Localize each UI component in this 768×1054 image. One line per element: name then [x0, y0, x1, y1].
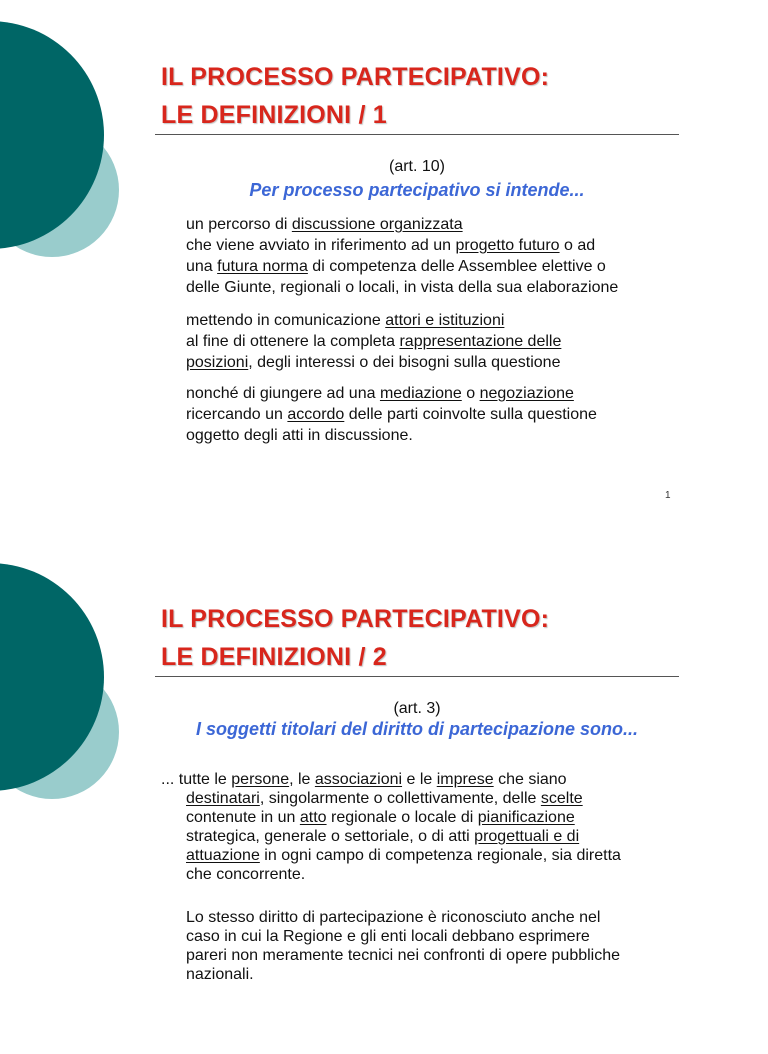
- underlined-term: mediazione: [379, 385, 462, 402]
- intro-term: processo partecipativo: [283, 180, 481, 200]
- text-line: delle Giunte, regionali o locali, in vista della sua elaborazione: [186, 279, 619, 296]
- paragraph-2: [186, 310, 561, 373]
- text-line: contenute in un atto regionale o locale di pianificazione: [186, 809, 575, 826]
- text-line: che viene avviato in riferimento ad un progetto futuro o ad: [186, 237, 596, 254]
- underlined-term: scelte: [540, 790, 583, 807]
- slide-title: [161, 58, 549, 134]
- underlined-term: progetto futuro: [455, 237, 560, 254]
- teal-circles-decoration: [0, 542, 130, 832]
- text-line: destinatari, singolarmente o collettivamente, delle scelte: [186, 790, 583, 807]
- intro-heading: [155, 180, 679, 201]
- teal-circles-decoration: [0, 0, 130, 290]
- paragraph-3: [186, 383, 597, 446]
- text-line: strategica, generale o settoriale, o di atti progettuali e di: [186, 828, 580, 845]
- text-line: oggetto degli atti in discussione.: [186, 427, 413, 444]
- underlined-term: futura norma: [217, 258, 308, 275]
- text-line: al fine di ottenere la completa rappresentazione delle: [186, 333, 562, 350]
- intro-text: I: [195, 719, 206, 739]
- text-line: un percorso di discussione organizzata: [186, 216, 463, 233]
- title-divider: [155, 676, 679, 677]
- intro-text: Per: [249, 180, 284, 200]
- title-divider: [155, 134, 679, 135]
- underlined-term: accordo: [287, 406, 345, 423]
- page-number: 1: [665, 490, 671, 501]
- intro-text-end: titolari del diritto di partecipazione sono...: [275, 719, 639, 739]
- text-line: caso in cui la Regione e gli enti locali debbano esprimere: [186, 928, 590, 945]
- slide-title: [161, 600, 549, 676]
- intro-text-end: si intende...: [480, 180, 585, 200]
- underlined-term: attuazione: [186, 847, 260, 864]
- title-line-2: LE DEFINIZIONI / 1: [161, 101, 387, 129]
- text-line: posizioni, degli interessi o dei bisogni sulla questione: [186, 354, 561, 371]
- underlined-term: associazioni: [314, 771, 403, 788]
- underlined-term: discussione organizzata: [291, 216, 463, 233]
- text-line: una futura norma di competenza delle Assemblee elettive o: [186, 258, 606, 275]
- underlined-term: imprese: [436, 771, 494, 788]
- text-line: che concorrente.: [186, 866, 306, 883]
- intro-term: soggetti: [205, 719, 276, 739]
- underlined-term: atto: [299, 809, 327, 826]
- underlined-term: posizioni: [186, 354, 249, 371]
- text-line: nonché di giungere ad una mediazione o negoziazione: [186, 385, 574, 402]
- underlined-term: negoziazione: [479, 385, 574, 402]
- underlined-term: pianificazione: [477, 809, 575, 826]
- text-line: ... tutte le persone, le associazioni e le imprese che siano: [161, 771, 567, 788]
- article-reference: (art. 10): [388, 158, 445, 175]
- title-line-1: IL PROCESSO PARTECIPATIVO:: [161, 63, 550, 91]
- underlined-term: progettuali e di: [474, 828, 580, 845]
- text-line: pareri non meramente tecnici nei confronti di opere pubbliche: [186, 947, 621, 964]
- text-line: mettendo in comunicazione attori e istituzioni: [186, 312, 505, 329]
- text-line: ricercando un accordo delle parti coinvolte sulla questione: [186, 406, 597, 423]
- paragraph-2: [186, 908, 620, 984]
- text-line: Lo stesso diritto di partecipazione è riconosciuto anche nel: [186, 909, 601, 926]
- underlined-term: rappresentazione delle: [399, 333, 562, 350]
- paragraph-1: [161, 770, 621, 884]
- underlined-term: destinatari: [186, 790, 260, 807]
- slide-1: [0, 0, 768, 512]
- underlined-term: persone: [231, 771, 290, 788]
- paragraph-1: [186, 214, 618, 298]
- intro-heading: [155, 719, 679, 740]
- underlined-term: attori e istituzioni: [385, 312, 505, 329]
- article-reference: (art. 3): [393, 700, 441, 717]
- slide-2: [0, 542, 768, 1054]
- text-line: nazionali.: [186, 966, 254, 983]
- title-line-2: LE DEFINIZIONI / 2: [161, 643, 387, 671]
- text-line: attuazione in ogni campo di competenza regionale, sia diretta: [186, 847, 621, 864]
- title-line-1: IL PROCESSO PARTECIPATIVO:: [161, 605, 550, 633]
